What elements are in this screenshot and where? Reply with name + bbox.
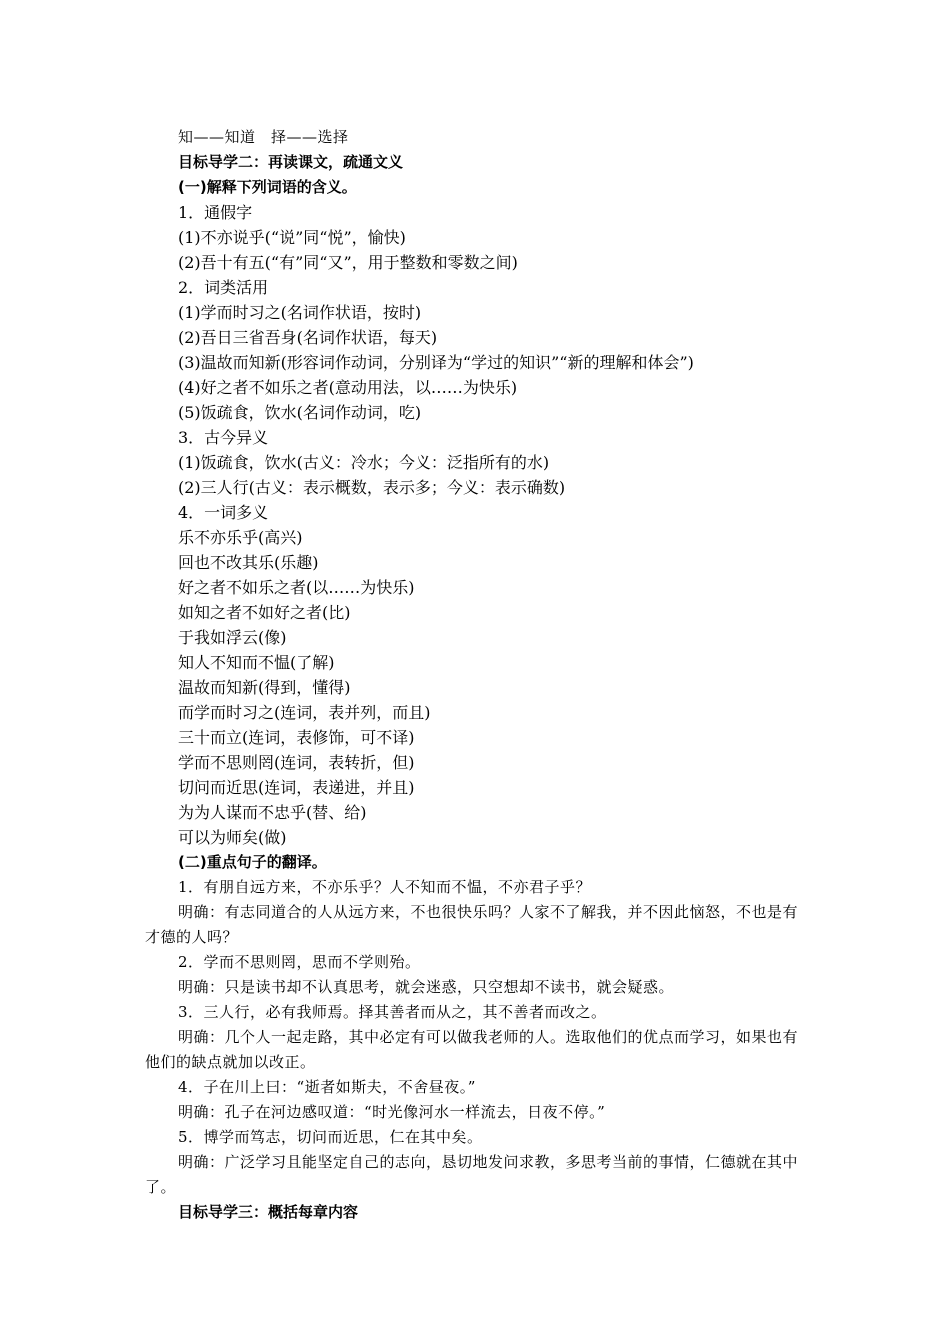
section4-item: 可以为师矣(做) (178, 828, 287, 847)
part2-heading: (二)重点句子的翻译。 (178, 853, 327, 871)
translation-question: 2．学而不思则罔，思而不学则殆。 (178, 953, 421, 971)
translation-answer: 明确：几个人一起走路，其中必定有可以做我老师的人。选取他们的优点而学习，如果也有他们的缺点就加以改正。 (145, 1028, 799, 1071)
section1-title: 1．通假字 (178, 203, 253, 222)
section4-item: 回也不改其乐(乐趣) (178, 553, 319, 572)
section4-item: 学而不思则罔(连词，表转折，但) (178, 753, 415, 772)
translation-answer: 明确：广泛学习且能坚定自己的志向，恳切地发问求教，多思考当前的事情，仁德就在其中了。 (145, 1153, 799, 1196)
translation-question: 4．子在川上曰：“逝者如斯夫，不舍昼夜。” (178, 1078, 476, 1096)
translation-question: 1．有朋自远方来，不亦乐乎？人不知而不愠，不亦君子乎？ (178, 878, 592, 896)
section2-item: (1)学而时习之(名词作状语，按时) (178, 303, 422, 322)
goal3-heading: 目标导学三：概括每章内容 (178, 1203, 359, 1221)
translation-answer: 明确：孔子在河边感叹道：“时光像河水一样流去，日夜不停。” (178, 1103, 606, 1121)
section4-item: 为为人谋而不忠乎(替、给) (178, 803, 367, 822)
translation-question: 5．博学而笃志，切问而近思，仁在其中矣。 (178, 1128, 483, 1146)
section2-item: (5)饭疏食，饮水(名词作动词，吃) (178, 403, 422, 422)
translation-question: 3．三人行，必有我师焉。择其善者而从之，其不善者而改之。 (178, 1003, 607, 1021)
section4-item: 切问而近思(连词，表递进，并且) (178, 778, 415, 797)
section4-title: 4．一词多义 (178, 503, 269, 522)
section4-item: 而学而时习之(连词，表并列，而且) (178, 703, 431, 722)
intro-line: 知——知道 择——选择 (178, 128, 349, 146)
section1-item: (2)吾十有五(“有”同“又”，用于整数和零数之间) (178, 253, 518, 272)
section4-item: 知人不知而不愠(了解) (178, 653, 335, 672)
section4-item: 温故而知新(得到，懂得) (178, 678, 351, 697)
section1-item: (1)不亦说乎(“说”同“悦”，愉快) (178, 228, 406, 247)
translation-answer: 明确：有志同道合的人从远方来，不也很快乐吗？人家不了解我，并不因此恼怒，不也是有才德的人吗？ (145, 903, 799, 946)
section4-item: 乐不亦乐乎(高兴) (178, 528, 303, 547)
part1-heading: (一)解释下列词语的含义。 (178, 178, 357, 196)
section4-item: 如知之者不如好之者(比) (178, 603, 351, 622)
section2-item: (2)吾日三省吾身(名词作状语，每天) (178, 328, 438, 347)
section3-item: (2)三人行(古义：表示概数，表示多；今义：表示确数) (178, 478, 566, 497)
goal2-heading: 目标导学二：再读课文，疏通文义 (178, 153, 404, 171)
section2-title: 2．词类活用 (178, 278, 269, 297)
section3-title: 3．古今异义 (178, 428, 269, 447)
section4-item: 好之者不如乐之者(以……为快乐) (178, 578, 415, 597)
section4-item: 三十而立(连词，表修饰，可不译) (178, 728, 415, 747)
section4-item: 于我如浮云(像) (178, 628, 287, 647)
section3-item: (1)饭疏食，饮水(古义：冷水；今义：泛指所有的水) (178, 453, 550, 472)
section2-item: (3)温故而知新(形容词作动词，分别译为“学过的知识”“新的理解和体会”) (178, 353, 694, 372)
section2-item: (4)好之者不如乐之者(意动用法，以……为快乐) (178, 378, 518, 397)
translation-answer: 明确：只是读书却不认真思考，就会迷惑，只空想却不读书，就会疑惑。 (178, 978, 675, 996)
